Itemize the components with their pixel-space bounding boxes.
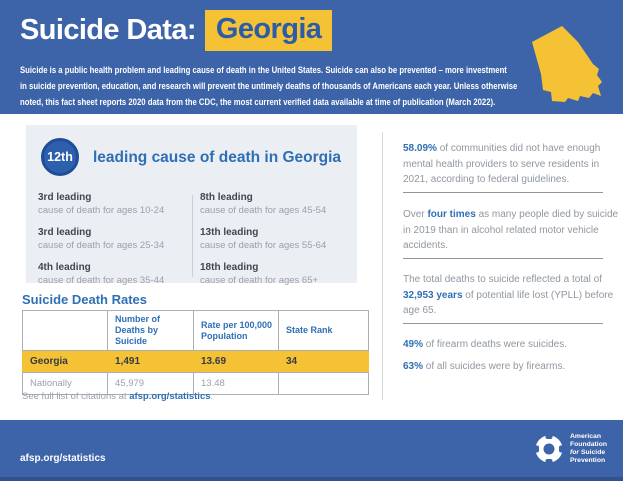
fact-highlight: 49% <box>403 339 424 350</box>
logo-line: Prevention <box>570 457 606 464</box>
header-cell-rate: Rate per 100,000 Population <box>194 311 279 351</box>
fact-highlight: 63% <box>403 361 424 372</box>
logo-line-rest: Suicide <box>579 449 606 456</box>
stat-desc: cause of death for ages 10-24 <box>38 205 165 216</box>
content-divider <box>382 132 383 400</box>
stat-item <box>38 226 164 252</box>
bottom-edge-strip <box>0 477 623 481</box>
facts-divider <box>403 323 603 324</box>
table-header-row <box>23 311 369 351</box>
intro-line: Suicide is a public health problem and leading cause of death in the United States. Suicide can also be prevented – more investment <box>20 65 507 75</box>
intro-paragraph <box>20 62 517 110</box>
page-title <box>20 10 332 51</box>
stat-rank: 4th leading <box>38 262 91 273</box>
fact-text: of communities did not have enough mental health providers to serve residents in 2021, according to federal guidelines. <box>403 143 601 185</box>
leading-cause-heading: leading cause of death in Georgia <box>93 149 342 166</box>
fact-highlight: four times <box>427 209 476 220</box>
fact-item <box>403 207 621 254</box>
death-rates-table <box>22 310 369 395</box>
stats-column-right <box>200 191 326 296</box>
fact-item <box>403 337 621 353</box>
fact-text: of all suicides were by firearms. <box>423 361 566 372</box>
stat-rank: 3rd leading <box>38 227 92 238</box>
fact-highlight: 58.09% <box>403 143 437 154</box>
fact-text: as many people died by suicide in 2019 than in alcohol related motor vehicle accidents. <box>403 209 619 251</box>
citation-prefix: See full list of citations at <box>22 391 130 402</box>
cell-rate: 13.48 <box>194 373 279 395</box>
rank-badge: 12th <box>41 138 79 176</box>
fact-text: of firearm deaths were suicides. <box>423 339 567 350</box>
cell-rate: 13.69 <box>194 351 279 373</box>
header-cell-deaths: Number of Deaths by Suicide <box>108 311 194 351</box>
fact-highlight: 32,953 years <box>403 289 463 301</box>
stat-item <box>200 226 326 252</box>
stat-desc: cause of death for ages 55-64 <box>200 240 327 251</box>
stat-item <box>38 191 164 217</box>
header-cell-blank <box>23 311 108 351</box>
stats-column-left <box>38 191 164 296</box>
facts-divider <box>403 258 603 259</box>
intro-line: noted, this fact sheet reports 2020 data from the CDC, the most current verified data available at time of publication (March 2022). <box>20 97 496 107</box>
fact-text: Over <box>403 209 428 220</box>
stat-rank: 8th leading <box>200 192 253 203</box>
stat-rank: 13th leading <box>200 227 259 238</box>
stat-rank: 18th leading <box>200 262 259 273</box>
state-name-box <box>205 10 332 51</box>
cell-rank: 34 <box>279 351 369 373</box>
cell-deaths: 45,979 <box>108 373 194 395</box>
logo-line-italic: for <box>570 449 580 456</box>
death-rates-title: Suicide Death Rates <box>22 292 147 307</box>
fact-text: of potential life lost (YPLL) before age 65. <box>403 289 614 316</box>
facts-divider <box>403 192 603 193</box>
cell-deaths: 1,491 <box>108 351 194 373</box>
leading-cause-panel <box>26 125 357 286</box>
cell-label: Georgia <box>23 351 108 373</box>
header-cell-rank: State Rank <box>279 311 369 351</box>
citation-link[interactable]: afsp.org/statistics <box>129 391 211 402</box>
fact-item <box>403 272 621 319</box>
stat-desc: cause of death for ages 25-34 <box>38 240 165 251</box>
citation-text <box>22 391 213 402</box>
life-ring-icon <box>534 434 564 464</box>
page-title-text: Suicide Data: <box>20 14 196 46</box>
fact-item <box>403 141 621 188</box>
logo-wordmark <box>570 433 607 465</box>
logo-line <box>570 449 607 457</box>
afsp-logo <box>534 433 607 465</box>
stat-rank: 3rd leading <box>38 192 92 203</box>
cell-label: Nationally <box>23 373 108 395</box>
stat-desc: cause of death for ages 35-44 <box>38 275 165 286</box>
fact-text: The total deaths to suicide reflected a total of <box>403 274 603 285</box>
header-band <box>0 0 623 114</box>
citation-suffix: . <box>210 391 214 402</box>
stat-desc: cause of death for ages 65+ <box>200 275 319 286</box>
stat-item <box>200 261 326 287</box>
footer-url: afsp.org/statistics <box>20 453 106 464</box>
stats-column-divider <box>192 195 193 277</box>
georgia-state-icon <box>526 16 606 104</box>
logo-line: American <box>570 433 601 440</box>
logo-line: Foundation <box>570 441 607 448</box>
state-name: Georgia <box>215 13 322 45</box>
stat-item <box>200 191 326 217</box>
intro-line: in suicide prevention, education, and research will prevent the untimely deaths of thousands of Americans each year. Unless otherwise <box>20 81 518 91</box>
footer-band <box>0 420 623 481</box>
table-row-georgia <box>23 351 369 373</box>
facts-column <box>403 135 621 405</box>
stat-desc: cause of death for ages 45-54 <box>200 205 327 216</box>
cell-rank <box>279 373 369 395</box>
fact-item <box>403 359 621 375</box>
stat-item <box>38 261 164 287</box>
